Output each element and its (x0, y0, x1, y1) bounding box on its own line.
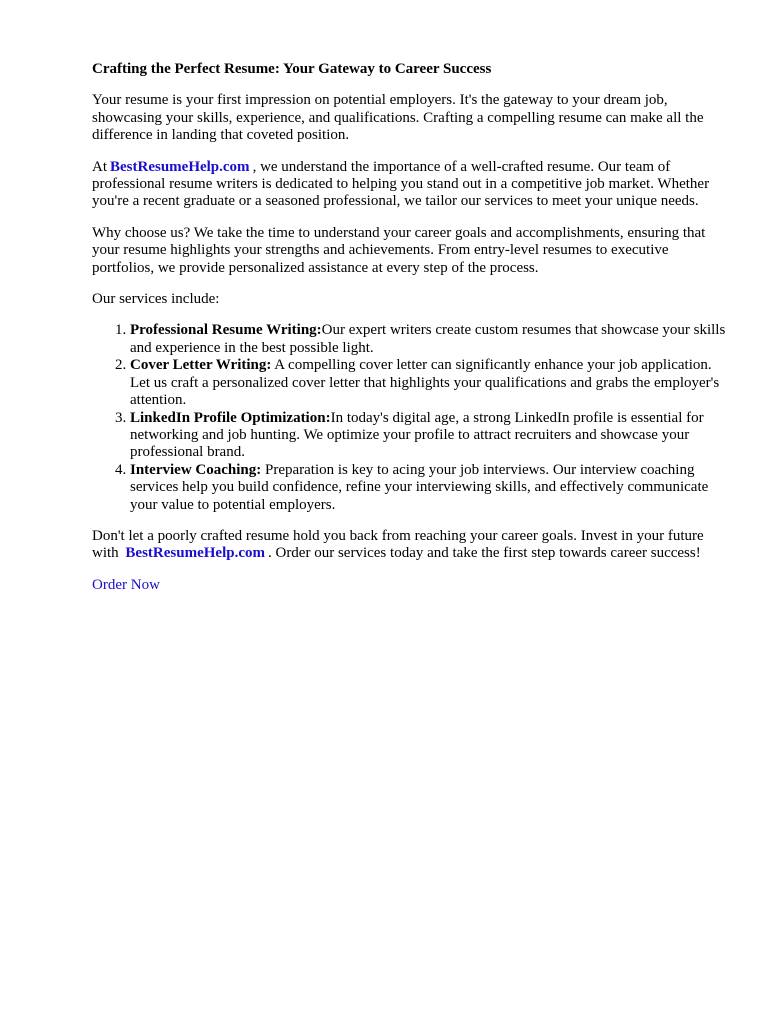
list-item (130, 322, 732, 357)
service-description: In today's digital age, a strong LinkedIn profile is essential for networking and job hunting. We optimize your profile to attract recruiters and showcase your professional brand. (130, 409, 704, 461)
page-title: Crafting the Perfect Resume: Your Gateway to Career Success (92, 61, 492, 77)
order-now-link[interactable]: Order Now (92, 576, 160, 593)
service-description: A compelling cover letter can significantly enhance your job application. Let us craft a personalized cover letter that highlights your qualifications and grabs the employer's attention. (130, 357, 720, 409)
closing-suffix: . Order our services today and take the first step towards career success! (267, 545, 701, 562)
services-heading: Our services include: (92, 291, 220, 308)
service-name: Cover Letter Writing: (130, 357, 272, 374)
service-name: Professional Resume Writing: (130, 322, 322, 339)
bestresumehelp-link[interactable]: BestResumeHelp.com (125, 545, 265, 562)
service-description: Our expert writers create custom resumes that showcase your skills and experience in the best possible light. (130, 322, 726, 356)
closing-prefix: Don't let a poorly crafted resume hold you back from reaching your career goals. Invest in your future with (92, 527, 704, 562)
about-prefix: At (92, 158, 107, 175)
service-name: LinkedIn Profile Optimization: (130, 409, 331, 426)
document-content (92, 61, 732, 594)
service-description: Preparation is key to acing your job interviews. Our interview coaching services help you build confidence, refine your interviewing skills, and effectively communicate your value to potential employers. (130, 461, 709, 513)
list-item (130, 357, 732, 409)
intro-paragraph: Your resume is your first impression on potential employers. It's the gateway to your dream job, showcasing your skills, experience, and qualifications. Crafting a compelling resume can make all the difference in landing that coveted position. (92, 92, 704, 144)
list-item (130, 410, 732, 462)
bestresumehelp-link[interactable]: BestResumeHelp.com (110, 158, 250, 175)
services-list (92, 322, 732, 513)
closing-paragraph (92, 528, 732, 563)
list-item (130, 462, 732, 514)
about-paragraph (92, 159, 732, 211)
about-suffix: , we understand the importance of a well-crafted resume. Our team of professional resume writers is dedicated to helping you stand out in a competitive job market. Whether you're a recent graduate or a seasoned professional, we tailor our services to meet your unique needs. (92, 158, 710, 210)
service-name: Interview Coaching: (130, 461, 262, 478)
why-paragraph: Why choose us? We take the time to understand your career goals and accomplishments, ensuring that your resume highlights your strengths and achievements. From entry-level resumes to executive portfolios, we provide personalized assistance at every step of the process. (92, 224, 706, 276)
